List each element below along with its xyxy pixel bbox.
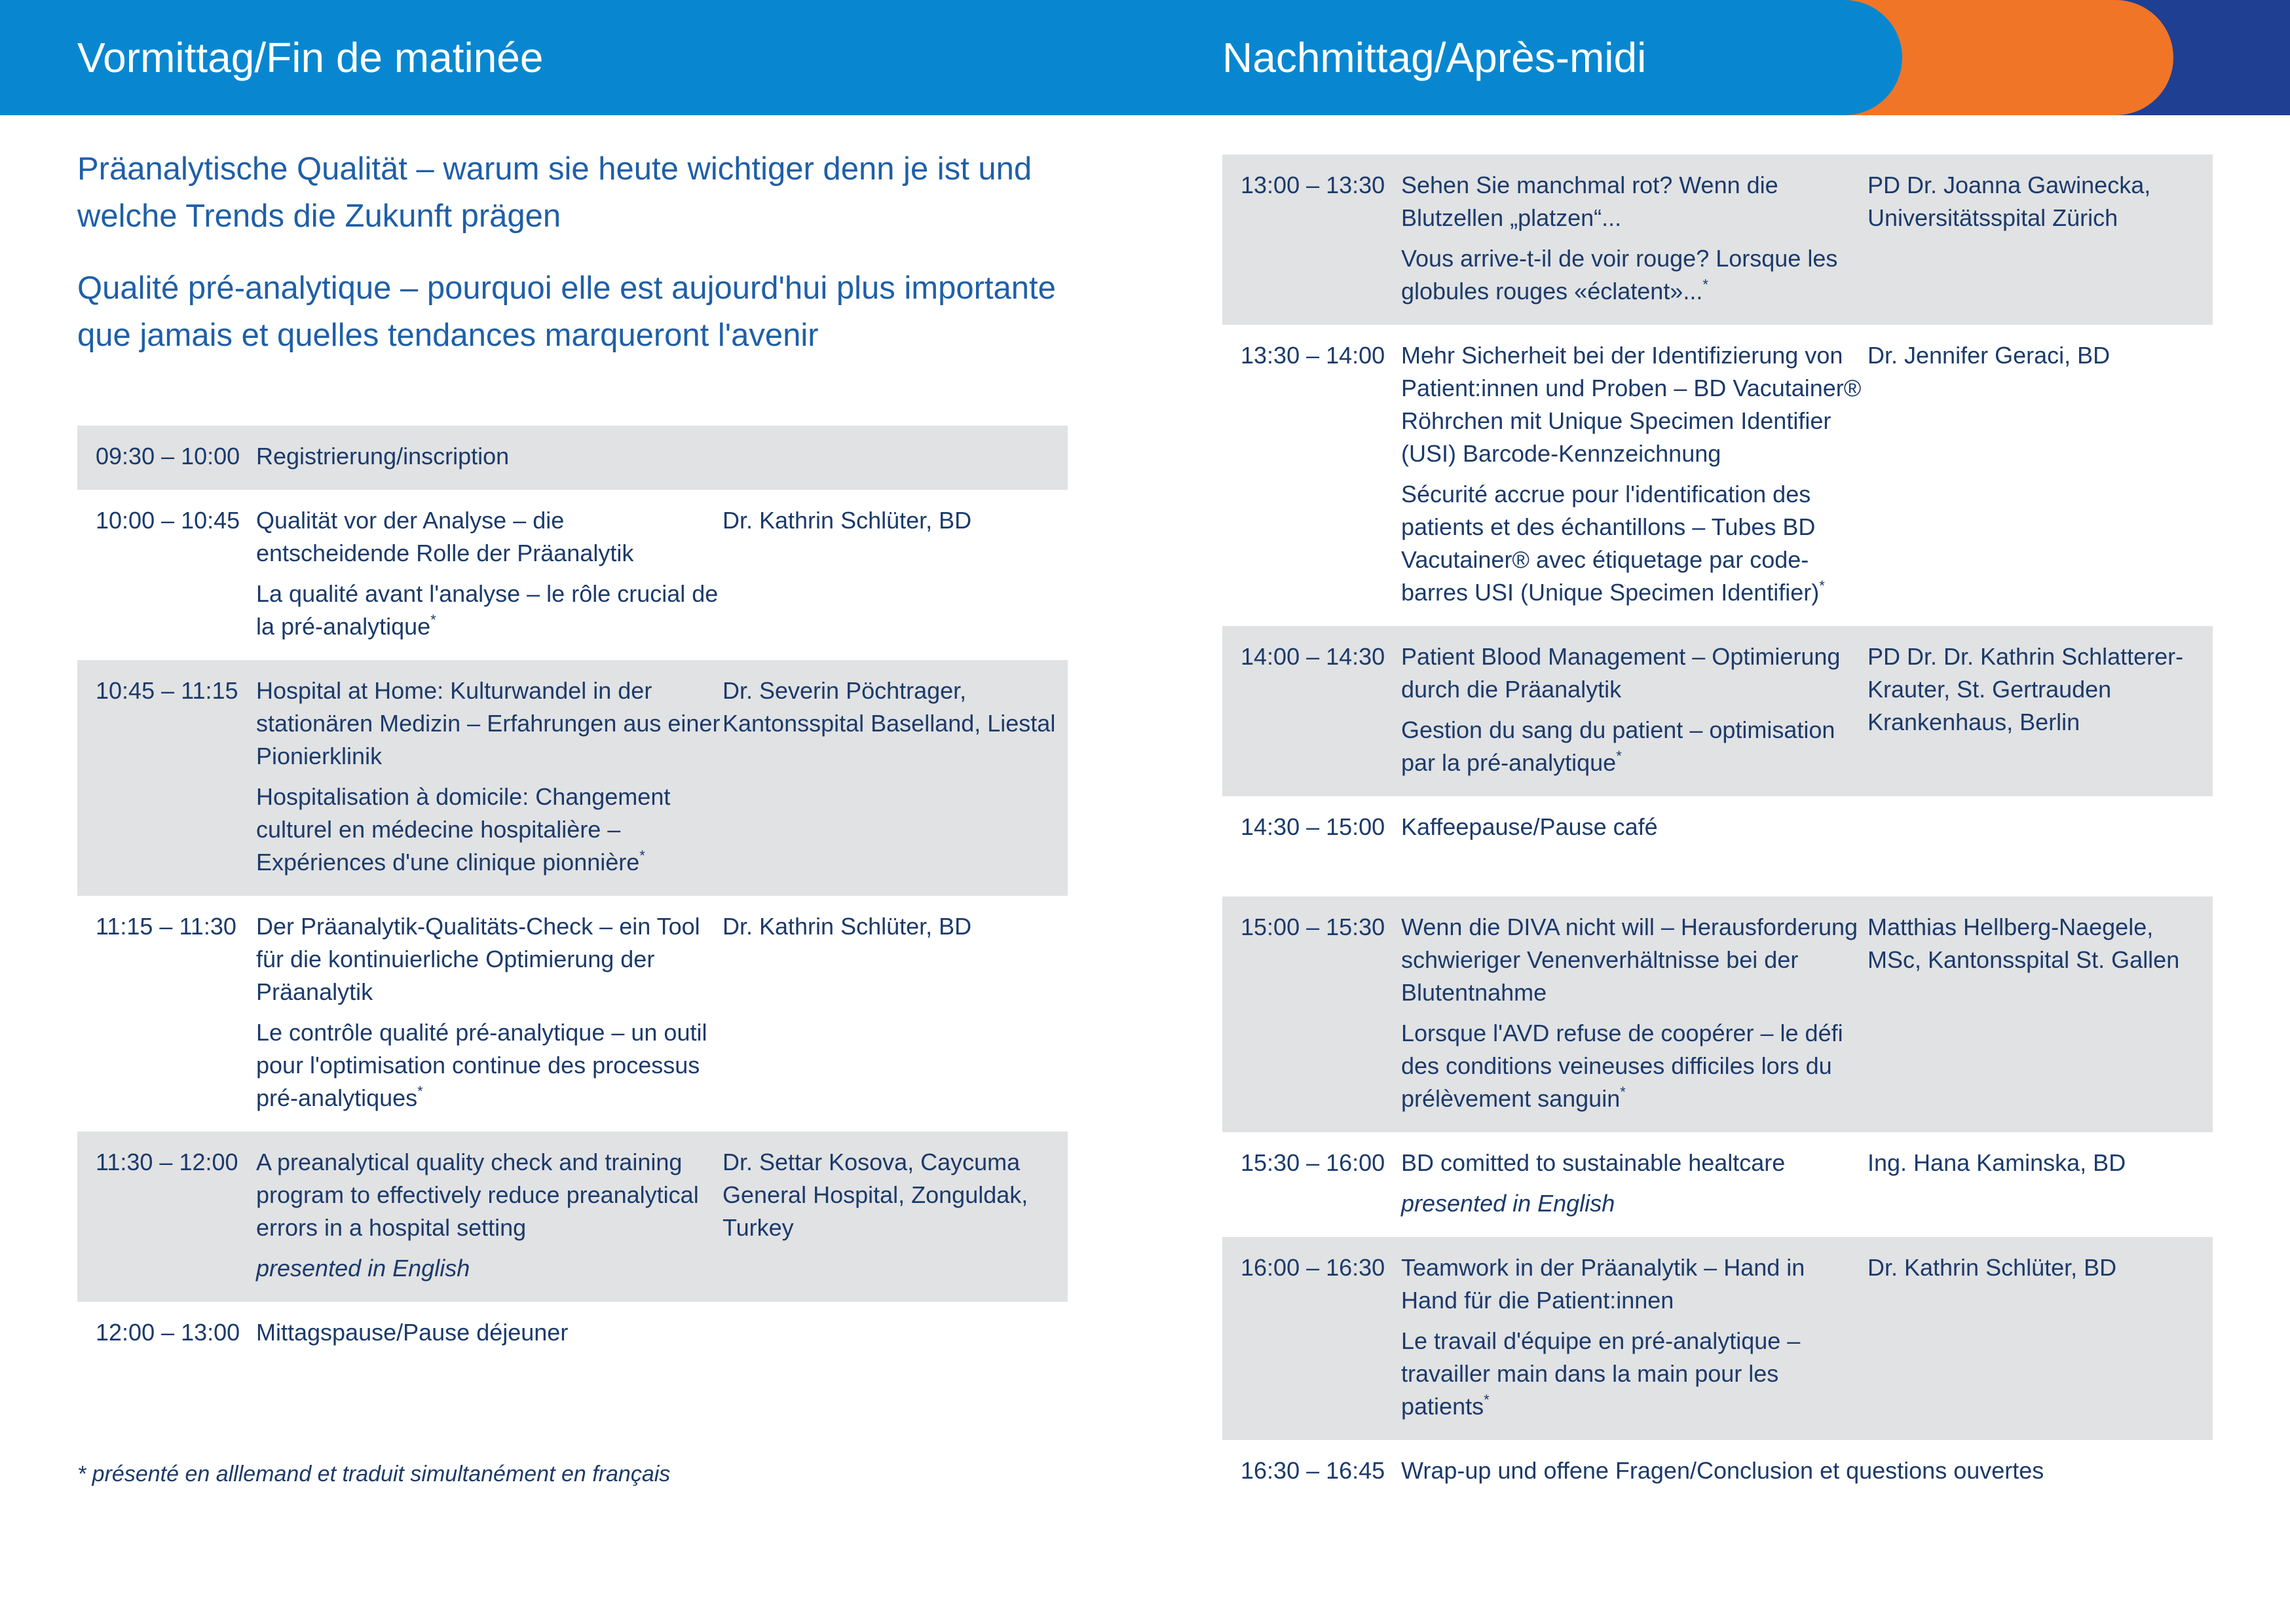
afternoon-schedule [1222, 155, 2213, 1504]
session-talk [256, 910, 723, 1115]
talk-title-german: Teamwork in der Präanalytik – Hand in Hand für die Patient:innen [1401, 1254, 1805, 1314]
session-speaker [723, 1316, 1068, 1349]
language-note: presented in English [1401, 1190, 1615, 1217]
session-talk [256, 674, 723, 879]
session-speaker [1868, 811, 2213, 843]
session-time: 10:00 – 10:45 [96, 507, 240, 534]
session-time: 16:30 – 16:45 [1241, 1457, 1385, 1484]
session-speaker: Dr. Kathrin Schlüter, BD [1868, 1254, 2117, 1281]
schedule-row [1222, 1440, 2213, 1504]
session-speaker: PD Dr. Dr. Kathrin Schlatterer-Krauter, St. Gertrauden Krankenhaus, Berlin [1868, 643, 2184, 735]
session-talk [1401, 1147, 1868, 1220]
talk-title-french: Le travail d'équipe en pré-analytique – travailler main dans la main pour les patients* [1401, 1327, 1801, 1420]
talk-title-english: A preanalytical quality check and training program to effectively reduce preanalytical errors in a hospital setting [256, 1149, 699, 1241]
talk-title-french: Hospitalisation à domicile: Changement culturel en médecine hospitalière – Expériences d'une clinique pionnière* [256, 783, 671, 876]
translation-asterisk: * [430, 612, 436, 628]
session-time: 12:00 – 13:00 [96, 1319, 240, 1346]
session-talk [256, 1316, 723, 1349]
header-banner [0, 0, 2290, 115]
session-talk [256, 504, 723, 643]
translation-asterisk: * [1620, 1084, 1626, 1100]
session-speaker: PD Dr. Joanna Gawinecka, Universitätsspital Zürich [1868, 172, 2151, 231]
translation-asterisk: * [1819, 578, 1825, 594]
talk-title-french: Sécurité accrue pour l'identification des patients et des échantillons – Tubes BD Vacutainer® avec étiquetage par code-barres USI (Unique Specimen Identifier)* [1401, 481, 1825, 606]
schedule-row [1222, 155, 2213, 325]
session-time: 11:30 – 12:00 [96, 1149, 238, 1175]
morning-schedule [77, 426, 1068, 1366]
talk-title-german: Mehr Sicherheit bei der Identifizierung von Patient:innen und Proben – BD Vacutainer® Röhrchen mit Unique Specimen Identifier (USI) Barcode-Kennzeichnung [1401, 342, 1862, 467]
schedule-row [1222, 325, 2213, 626]
talk-title-german: Wenn die DIVA nicht will – Herausforderung schwieriger Venenverhältnisse bei der Blutentnahme [1401, 913, 1858, 1006]
language-note: presented in English [256, 1255, 470, 1282]
session-time: 09:30 – 10:00 [96, 443, 240, 470]
session-speaker: Dr. Settar Kosova, Caycuma General Hospital, Zonguldak, Turkey [723, 1149, 1028, 1241]
schedule-row [1222, 1132, 2213, 1237]
session-speaker: Dr. Jennifer Geraci, BD [1868, 342, 2111, 369]
session-talk [1401, 1454, 2213, 1487]
talk-title-english: BD comitted to sustainable healtcare [1401, 1149, 1786, 1176]
schedule-row [77, 1132, 1068, 1302]
schedule-row [1222, 796, 2213, 860]
translation-asterisk: * [1702, 276, 1708, 293]
talk-title-german: Der Präanalytik-Qualitäts-Check – ein Tool für die kontinuierliche Optimierung der Präanalytik [256, 913, 700, 1005]
session-talk [1401, 169, 1868, 308]
talk-title-german: Registrierung/inscription [256, 443, 510, 470]
schedule-row [77, 896, 1068, 1132]
session-time: 16:00 – 16:30 [1241, 1254, 1385, 1281]
morning-title: Vormittag/Fin de matinée [77, 34, 544, 81]
session-talk [1401, 1251, 1868, 1423]
schedule-row [1222, 626, 2213, 796]
talk-title-french: Vous arrive-t-il de voir rouge? Lorsque les globules rouges «éclatent»...* [1401, 245, 1838, 304]
session-time: 14:30 – 15:00 [1241, 813, 1385, 840]
schedule-row [1222, 896, 2213, 1132]
translation-asterisk: * [639, 847, 645, 864]
intro-german: Präanalytische Qualität – warum sie heute wichtiger denn je ist und welche Trends die Zukunft prägen [77, 151, 1032, 234]
session-speaker: Dr. Kathrin Schlüter, BD [723, 913, 972, 940]
talk-title-german: Qualität vor der Analyse – die entscheidende Rolle der Präanalytik [256, 507, 634, 566]
schedule-row [1222, 1237, 2213, 1440]
talk-title-german: Sehen Sie manchmal rot? Wenn die Blutzellen „platzen“... [1401, 172, 1778, 231]
session-speaker: Dr. Kathrin Schlüter, BD [723, 507, 972, 534]
talk-title-french: La qualité avant l'analyse – le rôle crucial de la pré-analytique* [256, 580, 719, 640]
session-talk [256, 440, 723, 473]
talk-title-german: Hospital at Home: Kulturwandel in der stationären Medizin – Erfahrungen aus einer Pionierklinik [256, 677, 721, 769]
intro-french: Qualité pré-analytique – pourquoi elle est aujourd'hui plus importante que jamais et quelles tendances marqueront l'avenir [77, 270, 1056, 353]
schedule-row [77, 426, 1068, 490]
session-time: 10:45 – 11:15 [96, 677, 238, 704]
event-intro [77, 145, 1099, 384]
translation-footnote: * présenté en alllemand et traduit simultanément en français [77, 1462, 671, 1486]
afternoon-title: Nachmittag/Après-midi [1222, 34, 1647, 81]
session-talk [1401, 911, 1868, 1115]
talk-title-german: Patient Blood Management – Optimierung durch die Präanalytik [1401, 643, 1841, 703]
session-speaker: Ing. Hana Kaminska, BD [1868, 1149, 2126, 1176]
talk-title-french: Le contrôle qualité pré-analytique – un outil pour l'optimisation continue des processus pré-analytiques* [256, 1019, 707, 1111]
session-time: 15:00 – 15:30 [1241, 913, 1385, 940]
schedule-row [77, 490, 1068, 660]
break-label: Mittagspause/Pause déjeuner [256, 1319, 569, 1346]
break-label: Kaffeepause/Pause café [1401, 813, 1658, 840]
session-talk [256, 1146, 723, 1285]
session-time: 11:15 – 11:30 [96, 913, 236, 940]
session-speaker: Matthias Hellberg-Naegele, MSc, Kantonsspital St. Gallen [1868, 913, 2180, 973]
session-speaker [723, 440, 1068, 473]
schedule-row [77, 660, 1068, 896]
session-time: 13:00 – 13:30 [1241, 172, 1385, 198]
closing-label: Wrap-up und offene Fragen/Conclusion et questions ouvertes [1401, 1457, 2044, 1484]
translation-asterisk: * [1484, 1392, 1490, 1408]
schedule-row [77, 1302, 1068, 1366]
session-time: 14:00 – 14:30 [1241, 643, 1385, 670]
talk-title-french: Lorsque l'AVD refuse de coopérer – le défi des conditions veineuses difficiles lors du prélèvement sanguin* [1401, 1020, 1843, 1112]
session-time: 13:30 – 14:00 [1241, 342, 1385, 369]
talk-title-french: Gestion du sang du patient – optimisation par la pré-analytique* [1401, 716, 1835, 776]
session-talk [1401, 640, 1868, 779]
session-talk [1401, 339, 1868, 609]
session-talk [1401, 811, 1868, 843]
session-time: 15:30 – 16:00 [1241, 1149, 1385, 1176]
session-speaker: Dr. Severin Pöchtrager, Kantonsspital Baselland, Liestal [723, 677, 1056, 737]
translation-asterisk: * [1616, 748, 1622, 764]
translation-asterisk: * [417, 1083, 423, 1099]
